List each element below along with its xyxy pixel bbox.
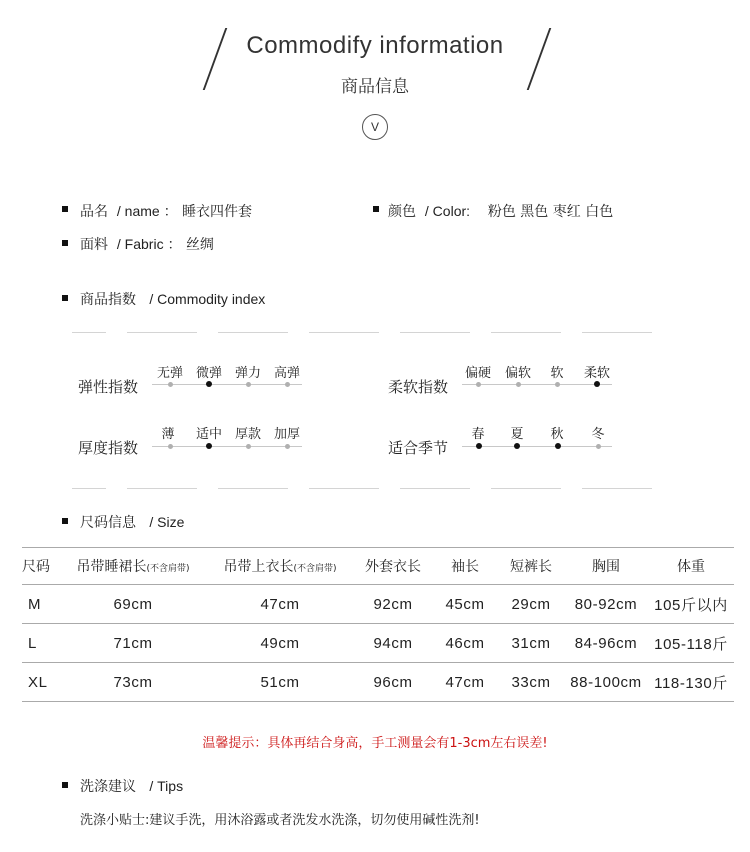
softness-label: 柔软指数 [388, 378, 449, 396]
thickness-label: 厚度指数 [78, 439, 139, 457]
column-header: 吊带睡裙长(不含肩带) [60, 548, 206, 585]
table-cell: 92cm [354, 585, 432, 624]
level-dot-selected [555, 443, 561, 449]
level-dot [555, 382, 560, 387]
color-value: 粉色 黑色 枣红 白色 [487, 204, 614, 220]
column-header: 袖长 [432, 548, 498, 585]
page-title: Commodify information [246, 32, 504, 59]
table-cell: 94cm [354, 624, 432, 663]
table-cell: 84-96cm [564, 624, 648, 663]
level-dot-selected [514, 443, 520, 449]
color-label: 颜色 / Color: 粉色 黑色 枣红 白色 [388, 203, 614, 220]
table-cell: 49cm [206, 624, 354, 663]
table-cell: 29cm [498, 585, 564, 624]
size-section-title: 尺码信息 / Size [80, 514, 185, 531]
elasticity-label: 弹性指数 [78, 378, 139, 396]
level-label: 偏硬 [464, 366, 491, 381]
table-cell: 45cm [432, 585, 498, 624]
level-dot [168, 382, 173, 387]
level-dot [596, 444, 601, 449]
column-header: 吊带上衣长(不含肩带) [206, 548, 354, 585]
column-header: 外套衣长 [354, 548, 432, 585]
column-header: 尺码 [22, 548, 60, 585]
level-dot-selected [476, 443, 482, 449]
level-label: 高弹 [273, 366, 300, 381]
bullet-icon [62, 295, 68, 301]
column-header: 胸围 [564, 548, 648, 585]
level-label: 春 [471, 427, 485, 442]
level-dot [476, 382, 481, 387]
level-dot-selected [206, 443, 212, 449]
elasticity-track [152, 384, 302, 385]
table-cell: 80-92cm [564, 585, 648, 624]
bullet-icon [62, 206, 68, 212]
table-cell: 73cm [60, 663, 206, 702]
tips-section-title: 洗涤建议 / Tips [80, 778, 184, 795]
page-subtitle: 商品信息 [341, 77, 409, 97]
level-label: 软 [550, 366, 564, 381]
level-label: 厚款 [234, 427, 261, 442]
table-cell: 118-130斤 [648, 663, 734, 702]
level-dot [246, 444, 251, 449]
level-label: 微弹 [195, 366, 222, 381]
table-row [22, 624, 734, 663]
table-cell: 96cm [354, 663, 432, 702]
bullet-icon [62, 240, 68, 246]
level-label: 适中 [195, 427, 222, 442]
table-cell: M [22, 585, 60, 624]
table-cell: 69cm [60, 585, 206, 624]
table-cell: 71cm [60, 624, 206, 663]
level-dot-selected [206, 381, 212, 387]
column-header: 短裤长 [498, 548, 564, 585]
chevron-down-icon: V [362, 114, 388, 140]
table-cell: 33cm [498, 663, 564, 702]
table-cell: 105-118斤 [648, 624, 734, 663]
table-cell: 105斤以内 [648, 585, 734, 624]
table-row [22, 663, 734, 702]
fabric-value: 丝绸 [185, 237, 214, 253]
table-cell: 31cm [498, 624, 564, 663]
level-label: 薄 [161, 427, 175, 442]
level-label: 秋 [550, 427, 564, 442]
fabric-label: 面料 / Fabric ： 丝绸 [80, 236, 214, 253]
level-label: 柔软 [583, 366, 610, 381]
level-label: 加厚 [273, 427, 300, 442]
level-dot [516, 382, 521, 387]
level-label: 夏 [510, 427, 524, 442]
bullet-icon [62, 518, 68, 524]
level-label: 冬 [591, 427, 605, 442]
table-cell: 47cm [432, 663, 498, 702]
washing-tips-text: 洗涤小贴士:建议手洗，用沐浴露或者洗发水洗涤，切勿使用碱性洗剂! [80, 813, 480, 828]
level-label: 无弹 [156, 366, 183, 381]
column-header: 体重 [648, 548, 734, 585]
level-label: 偏软 [504, 366, 531, 381]
name-value: 睡衣四件套 [182, 204, 253, 220]
season-label: 适合季节 [388, 439, 449, 457]
table-cell: XL [22, 663, 60, 702]
level-dot [168, 444, 173, 449]
level-dot [285, 382, 290, 387]
table-row [22, 585, 734, 624]
table-header-row [22, 548, 734, 585]
table-cell: 47cm [206, 585, 354, 624]
softness-track [462, 384, 612, 385]
index-section-title: 商品指数 / Commodity index [80, 291, 266, 308]
measurement-warning: 温馨提示：具体再结合身高，手工测量会有1-3cm左右误差! [202, 736, 548, 751]
season-track [462, 446, 612, 447]
level-dot-selected [594, 381, 600, 387]
bullet-icon [62, 782, 68, 788]
level-label: 弹力 [234, 366, 261, 381]
table-cell: 46cm [432, 624, 498, 663]
table-cell: 88-100cm [564, 663, 648, 702]
size-table [22, 547, 734, 702]
table-cell: L [22, 624, 60, 663]
thickness-track [152, 446, 302, 447]
name-label: 品名 / name ： 睡衣四件套 [80, 203, 253, 220]
level-dot [285, 444, 290, 449]
bullet-icon [373, 206, 379, 212]
level-dot [246, 382, 251, 387]
table-cell: 51cm [206, 663, 354, 702]
